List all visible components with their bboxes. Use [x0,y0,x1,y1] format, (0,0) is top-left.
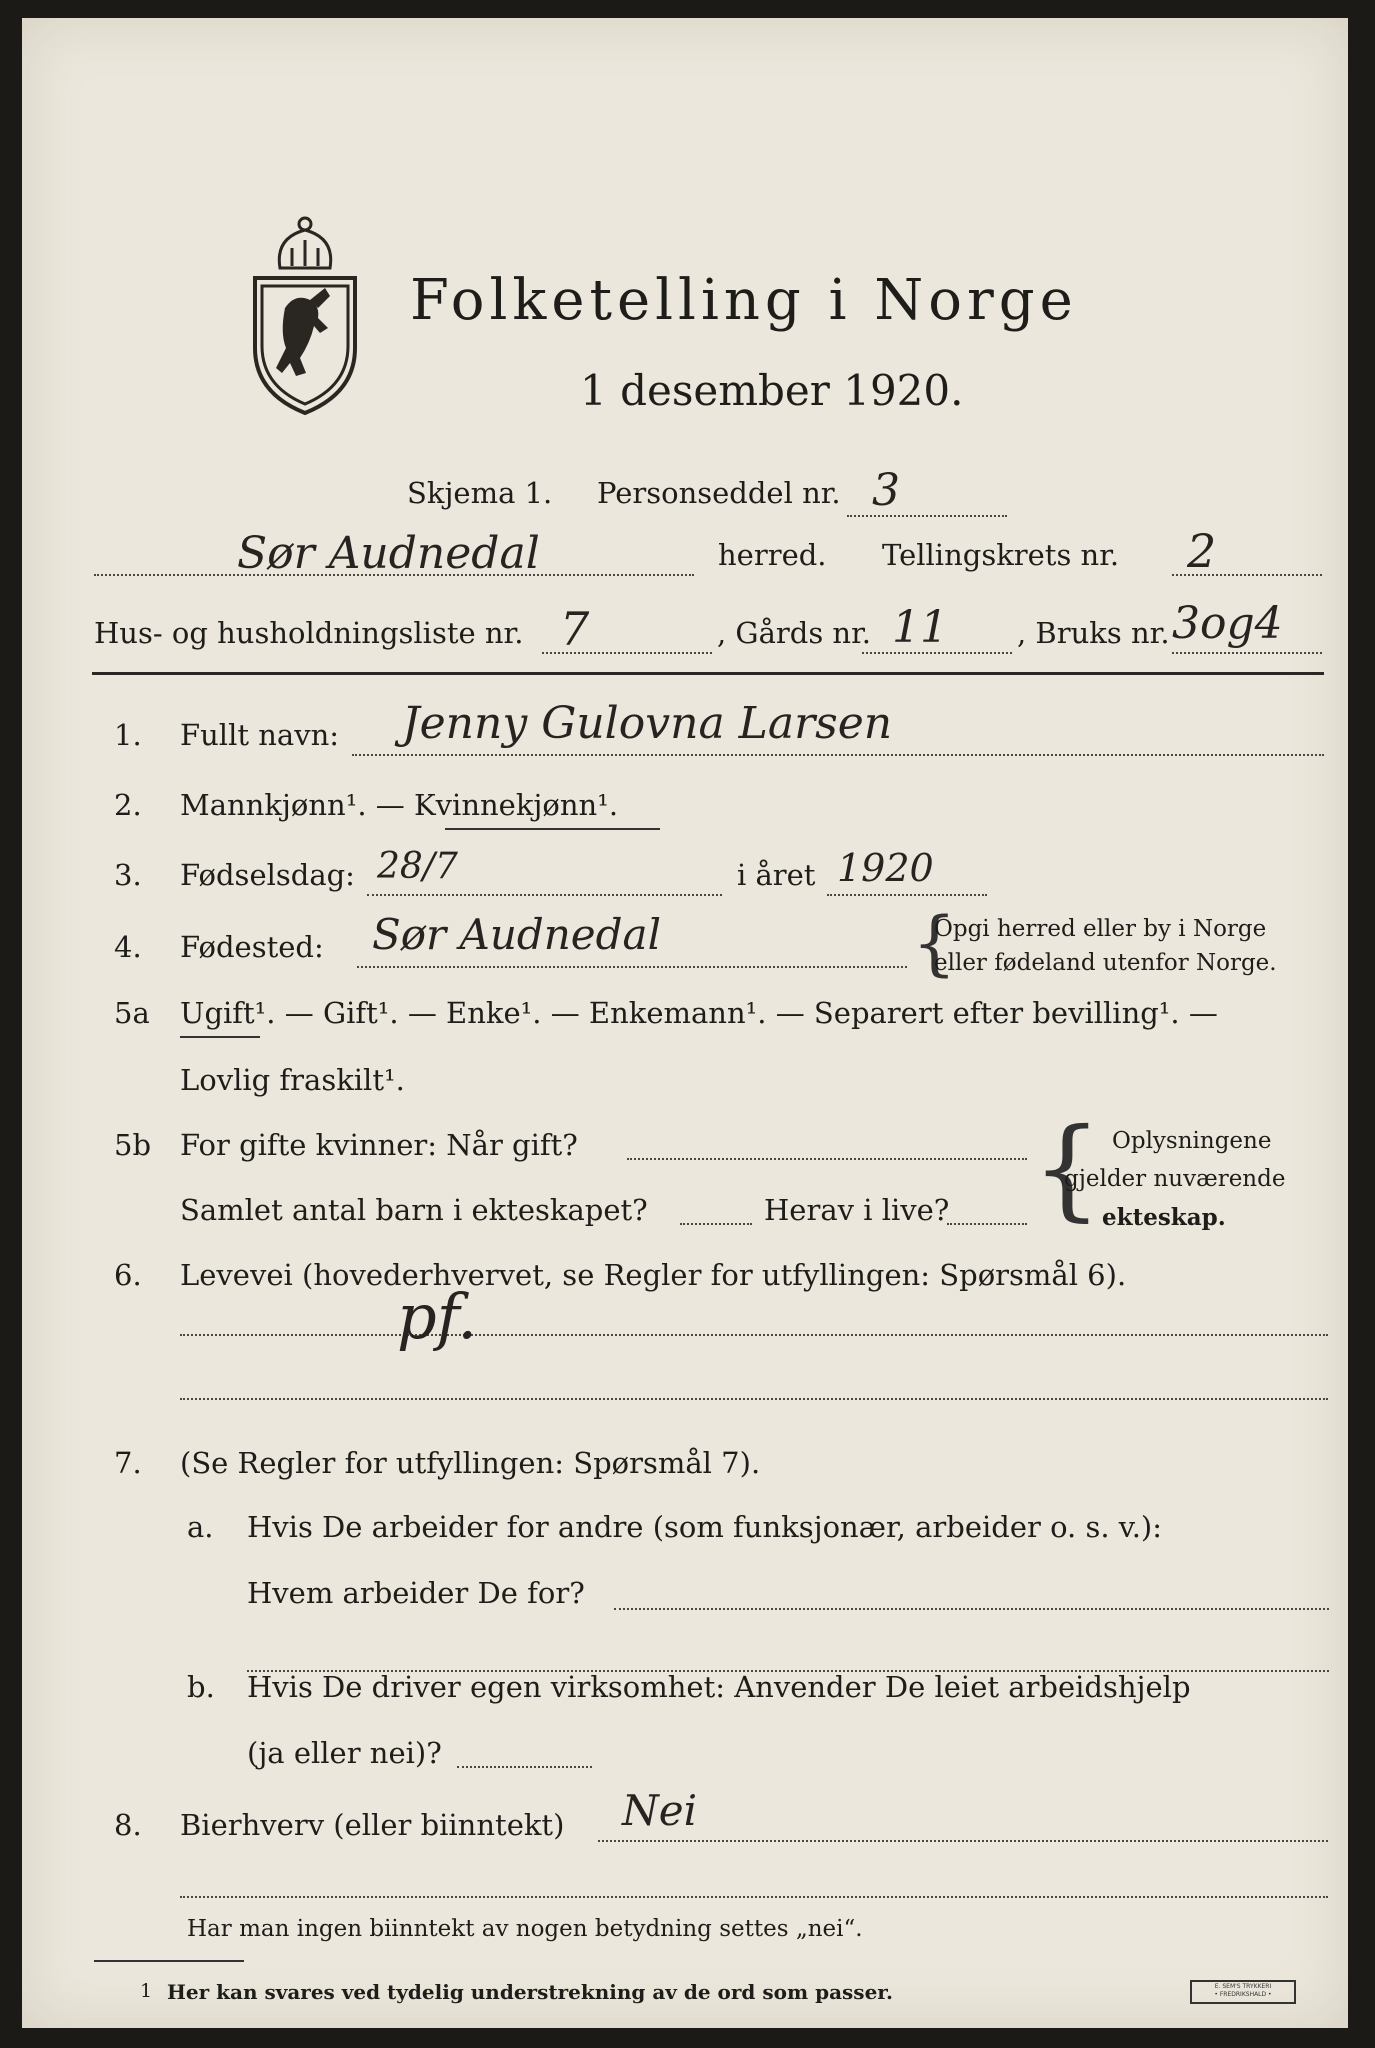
tellingskrets-value: 2 [1187,524,1217,578]
q7-number: 7. [114,1446,142,1480]
q5b-alive-label: Herav i live? [764,1193,950,1227]
footnote-marker: 1 [140,1980,153,2002]
q7b-line-2: (ja eller nei)? [247,1736,442,1770]
q5b-note-2: gjelder nuværende [1064,1166,1286,1192]
bruks-value: 3og4 [1172,598,1283,649]
q5b-note-1: Oplysningene [1112,1128,1272,1154]
bruks-label: , Bruks nr. [1017,616,1170,650]
q2-label: Mannkjønn¹. — Kvinnekjønn¹. [180,788,619,822]
husholdningsliste-value: 7 [560,602,590,656]
ugift-underline [180,1036,260,1038]
footnote-text: Her kan svares ved tydelig understrekning av de ord som passer. [167,1980,893,2004]
kvinnekjonn-underline [445,828,660,830]
q7-label: (Se Regler for utfyllingen: Spørsmål 7). [180,1446,761,1480]
q5b-line-2: Samlet antal barn i ekteskapet? [180,1193,648,1227]
printer-stamp: E. SEM'S TRYKKERI • FREDRIKSHALD • [1190,1980,1296,2004]
year-value: 1920 [837,846,934,890]
q5a-line-1: Ugift¹. — Gift¹. — Enke¹. — Enkemann¹. — Separert efter bevilling¹. — [180,996,1218,1030]
q3-number: 3. [114,858,142,892]
gards-label: , Gårds nr. [717,616,871,650]
q8-label: Bierhverv (eller biinntekt) [180,1808,565,1842]
form-date: 1 desember 1920. [580,366,964,415]
form-title: Folketelling i Norge [410,268,1078,333]
tellingskrets-label: Tellingskrets nr. [882,538,1120,572]
birthplace-value: Sør Audnedal [372,910,662,959]
herred-value: Sør Audnedal [237,528,540,579]
q7a-line-1: Hvis De arbeider for andre (som funksjonær, arbeider o. s. v.): [247,1510,1163,1544]
income-note: Har man ingen biinntekt av nogen betydning settes „nei“. [187,1916,863,1942]
herred-label: herred. [718,538,827,572]
q5a-line-2: Lovlig fraskilt¹. [180,1063,405,1097]
q4-label: Fødested: [180,930,324,964]
q5b-line-1: For gifte kvinner: Når gift? [180,1128,578,1162]
gards-value: 11 [892,602,948,653]
q6-number: 6. [114,1258,142,1292]
q4-number: 4. [114,930,142,964]
q7a-line-2: Hvem arbeider De for? [247,1576,585,1610]
side-income-value: Nei [622,1786,698,1835]
q7a-letter: a. [187,1510,214,1544]
q1-number: 1. [114,718,142,752]
birthday-value: 28/7 [377,846,458,887]
personseddel-label: Personseddel nr. [597,476,841,510]
full-name-value: Jenny Gulovna Larsen [402,698,893,749]
personseddel-value: 3 [872,465,900,516]
q6-label: Levevei (hovederhvervet, se Regler for utfyllingen: Spørsmål 6). [180,1258,1127,1292]
q3-label: Fødselsdag: [180,858,355,892]
q7b-line-1: Hvis De driver egen virksomhet: Anvender De leiet arbeidshjelp [247,1670,1191,1704]
occupation-value: pf. [397,1280,478,1353]
census-form: Folketelling i Norge 1 desember 1920. Skjema 1. Personseddel nr. 3 Sør Audnedal herred. Tellingskrets nr. 2 Hus- og husholdningsliste nr. 7 , Gårds nr. 11 , Bruks nr. 3og4 1. Fullt navn: Jenny Gulovna Larsen 2. Mannkjønn¹. — Kvinnekjønn¹. 3. Fødselsdag: 28/7 i året 1920 4. Fødested: Sør Audnedal { Opgi herred eller by i Norge eller fødeland utenfor Norge. 5a Ugift¹. — Gift¹. — Enke¹. — Enkemann¹. — Separert efter bevilling¹. — Lovlig fraskilt¹. 5b For gifte kvinner: Når gift? Samlet antal barn i ekteskapet? Herav i live? { Oplysningene gjelder nuværende ekteskap. 6. Levevei (hovederhvervet, se Regler for utfyllingen: Spørsmål 6). pf. 7. (Se Regler for utfyllingen: Spørsmål 7). a. Hvis De arbeider for andre (som funksjonær, arbeider o. s. v.): Hvem arbeider De for? b. Hvis De driver egen virksomhet: Anvender De leiet arbeidshjelp (ja eller nei)? 8. Bierhverv (eller biinntekt) Nei Har man ingen biinntekt av nogen betydning settes „nei“. 1 Her kan svares ved tydelig understrekning av de ord som passer. E. SEM'S TRYKKERI • FREDRIKSHALD • [22,18,1348,2028]
husholdningsliste-label: Hus- og husholdningsliste nr. [94,616,524,650]
q8-number: 8. [114,1808,142,1842]
q5b-number: 5b [114,1128,152,1162]
year-label: i året [737,858,816,892]
q1-label: Fullt navn: [180,718,340,752]
q5a-number: 5a [114,996,150,1030]
coat-of-arms-icon [240,208,370,418]
q2-number: 2. [114,788,142,822]
birthplace-note-1: Opgi herred eller by i Norge [934,916,1267,942]
q5b-note-3: ekteskap. [1102,1204,1226,1231]
birthplace-note-2: eller fødeland utenfor Norge. [934,950,1277,976]
q7b-letter: b. [187,1670,215,1704]
skjema-label: Skjema 1. [407,476,553,510]
